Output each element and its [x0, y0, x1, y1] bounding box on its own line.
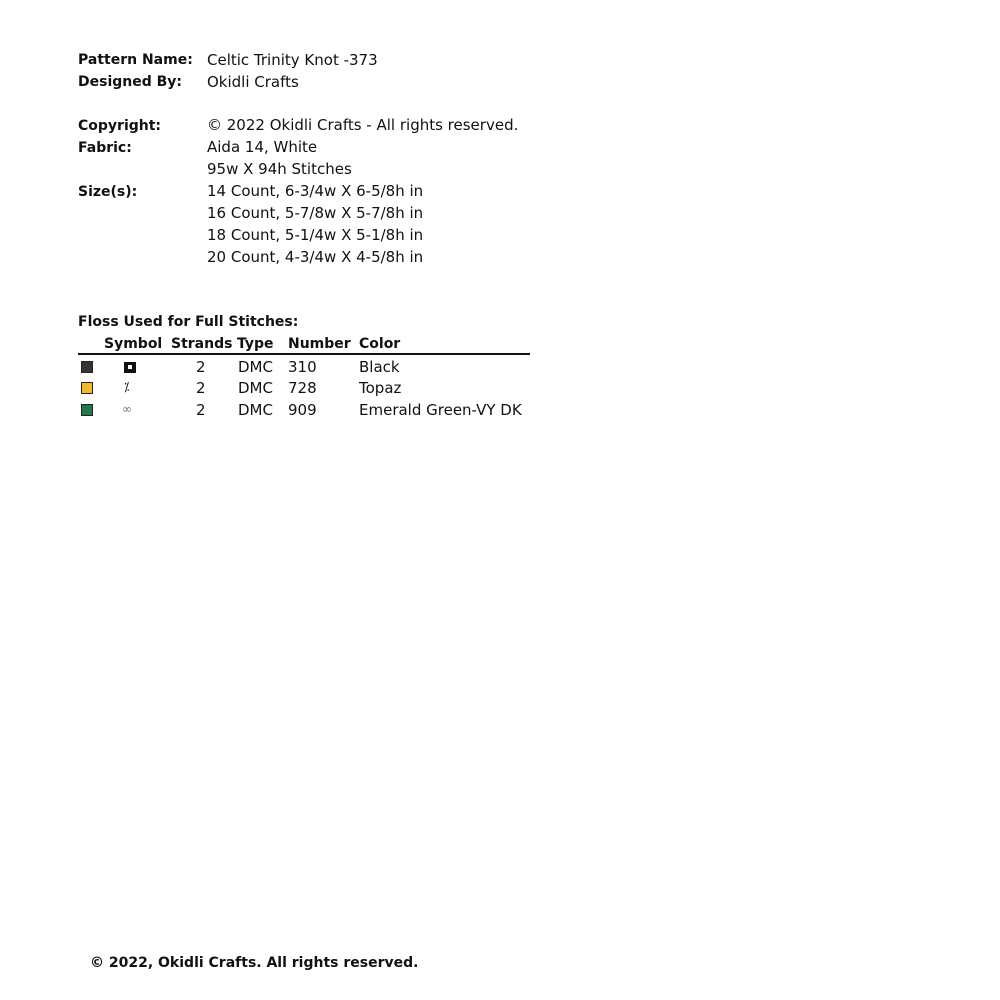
strands-cell: 2	[196, 401, 206, 419]
symbol-cell: ⁒	[124, 380, 130, 394]
floss-heading: Floss Used for Full Stitches:	[78, 314, 299, 330]
copyright-label: Copyright:	[78, 118, 162, 134]
column-header-type: Type	[237, 336, 274, 352]
size-line: 14 Count, 6-3/4w X 6-5/8h in	[207, 182, 424, 200]
number-cell: 909	[288, 401, 317, 419]
column-header-strands: Strands	[171, 336, 233, 352]
color-name-cell: Topaz	[359, 379, 402, 397]
strands-cell: 2	[196, 358, 206, 376]
designed-by-value: Okidli Crafts	[207, 73, 299, 91]
fabric-value: Aida 14, White	[207, 138, 318, 156]
column-header-number: Number	[288, 336, 351, 352]
size-line: 16 Count, 5-7/8w X 5-7/8h in	[207, 204, 424, 222]
column-header-color: Color	[359, 336, 401, 352]
number-cell: 310	[288, 358, 317, 376]
number-cell: 728	[288, 379, 317, 397]
color-name-cell: Emerald Green-VY DK	[359, 401, 522, 419]
designed-by-label: Designed By:	[78, 74, 183, 90]
fabric-label: Fabric:	[78, 140, 132, 156]
pattern-name-label: Pattern Name:	[78, 52, 193, 68]
type-cell: DMC	[238, 379, 273, 397]
color-swatch	[81, 361, 93, 373]
color-swatch	[81, 382, 93, 394]
strands-cell: 2	[196, 379, 206, 397]
size-line: 18 Count, 5-1/4w X 5-1/8h in	[207, 226, 424, 244]
pattern-name-value: Celtic Trinity Knot -373	[207, 51, 378, 69]
filled-square-icon	[124, 362, 136, 373]
sizes-label: Size(s):	[78, 184, 138, 200]
color-name-cell: Black	[359, 358, 400, 376]
type-cell: DMC	[238, 401, 273, 419]
size-line: 20 Count, 4-3/4w X 4-5/8h in	[207, 248, 424, 266]
symbol-cell: ∞	[122, 402, 132, 416]
color-swatch	[81, 404, 93, 416]
stitch-count-value: 95w X 94h Stitches	[207, 160, 352, 178]
column-header-symbol: Symbol	[104, 336, 163, 352]
copyright-value: © 2022 Okidli Crafts - All rights reserved.	[207, 116, 519, 134]
table-header-rule	[78, 353, 530, 355]
type-cell: DMC	[238, 358, 273, 376]
footer-copyright: © 2022, Okidli Crafts. All rights reserved.	[90, 955, 419, 971]
